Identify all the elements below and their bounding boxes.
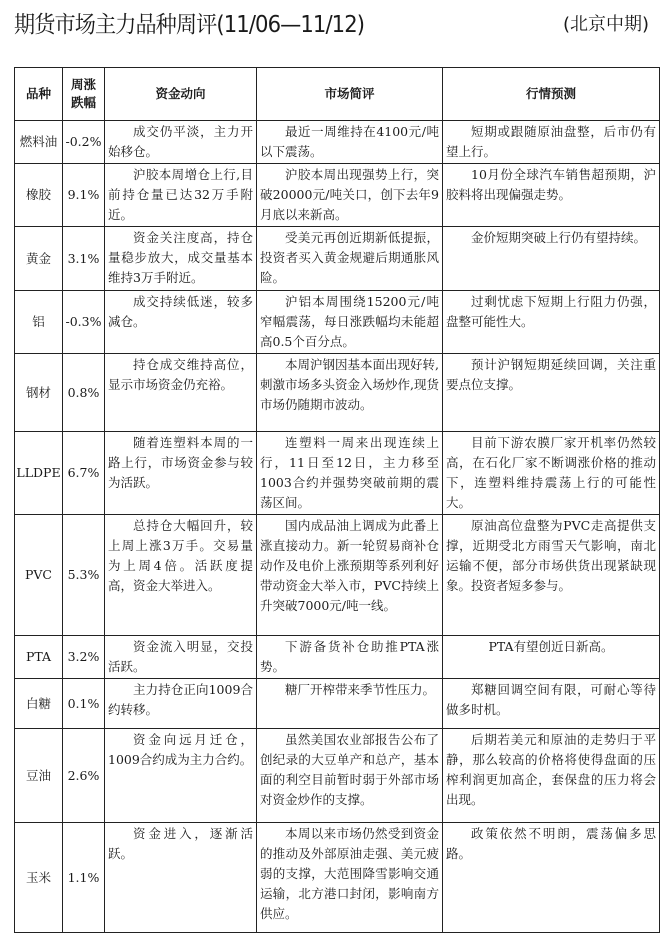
commodity-name: 黄金 (15, 227, 63, 291)
weekly-change: 3.1% (63, 227, 105, 291)
column-header-forecast: 行情预测 (443, 68, 660, 121)
funds-flow: 资金向远月迁仓，1009合约成为主力合约。 (105, 729, 257, 823)
market-comment: 最近一周维持在4100元/吨以下震荡。 (257, 121, 443, 164)
market-forecast: 目前下游农膜厂家开机率仍然较高，在石化厂家不断调涨价格的推动下，连塑料维持震荡上行的可能性大。 (443, 432, 660, 515)
table-row (15, 354, 660, 432)
commodity-name: 燃料油 (15, 121, 63, 164)
market-comment: 沪铝本周围绕15200元/吨窄幅震荡，每日涨跌幅均未能超高0.5个百分点。 (257, 291, 443, 354)
commodity-name: 白糖 (15, 679, 63, 729)
funds-flow: 成交持续低迷，较多减仓。 (105, 291, 257, 354)
market-forecast: 原油高位盘整为PVC走高提供支撑，近期受北方雨雪天气影响，南北运输不便，部分市场供货出现紧缺现象。投资者短多参与。 (443, 515, 660, 636)
table-row (15, 227, 660, 291)
weekly-change: 3.2% (63, 636, 105, 679)
commodity-name: PVC (15, 515, 63, 636)
market-comment: 虽然美国农业部报告公布了创纪录的大豆单产和总产，基本面的利空目前暂时弱于外部市场对资金炒作的支撑。 (257, 729, 443, 823)
source-label: (北京中期) (562, 14, 649, 35)
commodity-name: 豆油 (15, 729, 63, 823)
market-forecast: 10月份全球汽车销售超预期，沪胶料将出现偏强走势。 (443, 164, 660, 227)
futures-weekly-table (14, 67, 660, 933)
funds-flow: 持仓成交维持高位，显示市场资金仍充裕。 (105, 354, 257, 432)
market-forecast: 金价短期突破上行仍有望持续。 (443, 227, 660, 291)
commodity-name: 钢材 (15, 354, 63, 432)
column-header-change (63, 68, 105, 121)
funds-flow: 资金流入明显，交投活跃。 (105, 636, 257, 679)
table-row (15, 164, 660, 227)
table-row (15, 636, 660, 679)
weekly-change: 9.1% (63, 164, 105, 227)
market-forecast: PTA有望创近日新高。 (443, 636, 660, 679)
column-header-comment: 市场简评 (257, 68, 443, 121)
table-row (15, 679, 660, 729)
market-comment: 沪胶本周出现强势上行，突破20000元/吨关口，创下去年9月底以来新高。 (257, 164, 443, 227)
commodity-name: PTA (15, 636, 63, 679)
market-forecast: 郑糖回调空间有限，可耐心等待做多时机。 (443, 679, 660, 729)
weekly-change: 0.1% (63, 679, 105, 729)
weekly-change: 6.7% (63, 432, 105, 515)
commodity-name: 橡胶 (15, 164, 63, 227)
funds-flow: 随着连塑料本周的一路上行，市场资金参与较为活跃。 (105, 432, 257, 515)
funds-flow: 总持仓大幅回升，较上周上涨3万手。交易量为上周4倍。活跃度提高，资金大举进入。 (105, 515, 257, 636)
commodity-name: 玉米 (15, 823, 63, 933)
market-forecast: 政策依然不明朗，震荡偏多思路。 (443, 823, 660, 933)
market-forecast: 预计沪钢短期延续回调，关注重要点位支撑。 (443, 354, 660, 432)
market-comment: 国内成品油上调成为此番上涨直接动力。新一轮贸易商补仓动作及电价上涨预期等系列利好带动资金大举入市，PVC持续上升突破7000元/吨一线。 (257, 515, 443, 636)
table-row (15, 432, 660, 515)
table-row (15, 291, 660, 354)
funds-flow: 沪胶本周增仓上行,目前持仓量已达32万手附近。 (105, 164, 257, 227)
market-comment: 本周以来市场仍然受到资金的推动及外部原油走强、美元疲弱的支撑，大范围降雪影响交通运输，北方港口封闭，影响南方供应。 (257, 823, 443, 933)
commodity-name: 铝 (15, 291, 63, 354)
funds-flow: 成交仍平淡，主力开始移仓。 (105, 121, 257, 164)
market-forecast: 过剩忧虑下短期上行阻力仍强，盘整可能性大。 (443, 291, 660, 354)
weekly-change: 2.6% (63, 729, 105, 823)
market-comment: 糖厂开榨带来季节性压力。 (257, 679, 443, 729)
table-row (15, 729, 660, 823)
table-row (15, 515, 660, 636)
table-header-row (15, 68, 660, 121)
funds-flow: 主力持仓正向1009合约转移。 (105, 679, 257, 729)
weekly-change: 0.8% (63, 354, 105, 432)
commodity-name: LLDPE (15, 432, 63, 515)
table-row (15, 121, 660, 164)
market-comment: 下游备货补仓助推PTA涨势。 (257, 636, 443, 679)
weekly-change: -0.2% (63, 121, 105, 164)
market-comment: 本周沪钢因基本面出现好转,刺激市场多头资金入场炒作,现货市场仍随期市波动。 (257, 354, 443, 432)
table-row (15, 823, 660, 933)
column-header-funds: 资金动向 (105, 68, 257, 121)
funds-flow: 资金关注度高，持仓量稳步放大，成交量基本维持3万手附近。 (105, 227, 257, 291)
column-header-name: 品种 (15, 68, 63, 121)
market-comment: 受美元再创近期新低提振，投资者买入黄金规避后期通胀风险。 (257, 227, 443, 291)
weekly-change: 1.1% (63, 823, 105, 933)
funds-flow: 资金进入，逐渐活跃。 (105, 823, 257, 933)
column-header-change-label: 周涨跌幅 (70, 77, 96, 110)
weekly-change: 5.3% (63, 515, 105, 636)
weekly-change: -0.3% (63, 291, 105, 354)
market-forecast: 后期若美元和原油的走势归于平静，那么较高的价格将使得盘面的压榨利润更加高企，套保盘的压力将会出现。 (443, 729, 660, 823)
market-forecast: 短期或跟随原油盘整，后市仍有望上行。 (443, 121, 660, 164)
market-comment: 连塑料一周来出现连续上行，11日至12日，主力移至1003合约并强势突破前期的震荡区间。 (257, 432, 443, 515)
page-title: 期货市场主力品种周评(11/06—11/12) (14, 12, 365, 38)
